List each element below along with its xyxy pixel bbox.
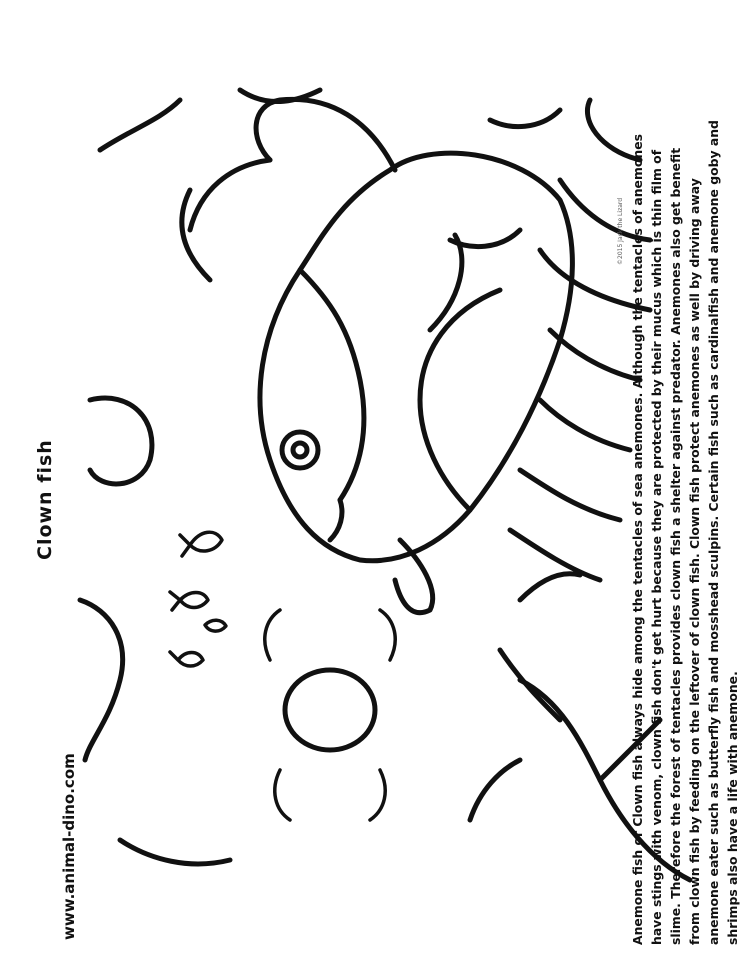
artist-credit: ©2015 Jack the Lizard <box>617 197 624 265</box>
description-line: have stings with venom, clown fish don't get hurt because they are protected by their mucus which is thin film of <box>649 149 664 945</box>
page-title: Clown fish <box>34 439 56 560</box>
anemone-tentacles <box>450 100 650 580</box>
description-line: anemone eater such as butterfly fish and mosshead sculpins. Certain fish such as cardinalfish and anemone goby and <box>706 120 721 945</box>
description-line: from clown fish by feeding on the leftover of clown fish. Clown fish protect anemones as well by driving away <box>687 178 702 945</box>
large-clownfish <box>182 99 573 612</box>
description-line: shrimps also have a life with anemone. <box>725 671 740 945</box>
description-line: Anemone fish or Clown fish always hide among the tentacles of sea anemones. Although the tentacles of anemones <box>630 134 645 945</box>
small-anemone <box>265 610 395 820</box>
small-fish <box>170 532 226 666</box>
description-paragraph <box>628 27 742 945</box>
description-line: slime. Therefore the forest of tentacles provides clown fish a shelter against predator. Anemones also get benefit <box>668 147 683 945</box>
site-url: www.animal-dino.com <box>60 753 78 940</box>
